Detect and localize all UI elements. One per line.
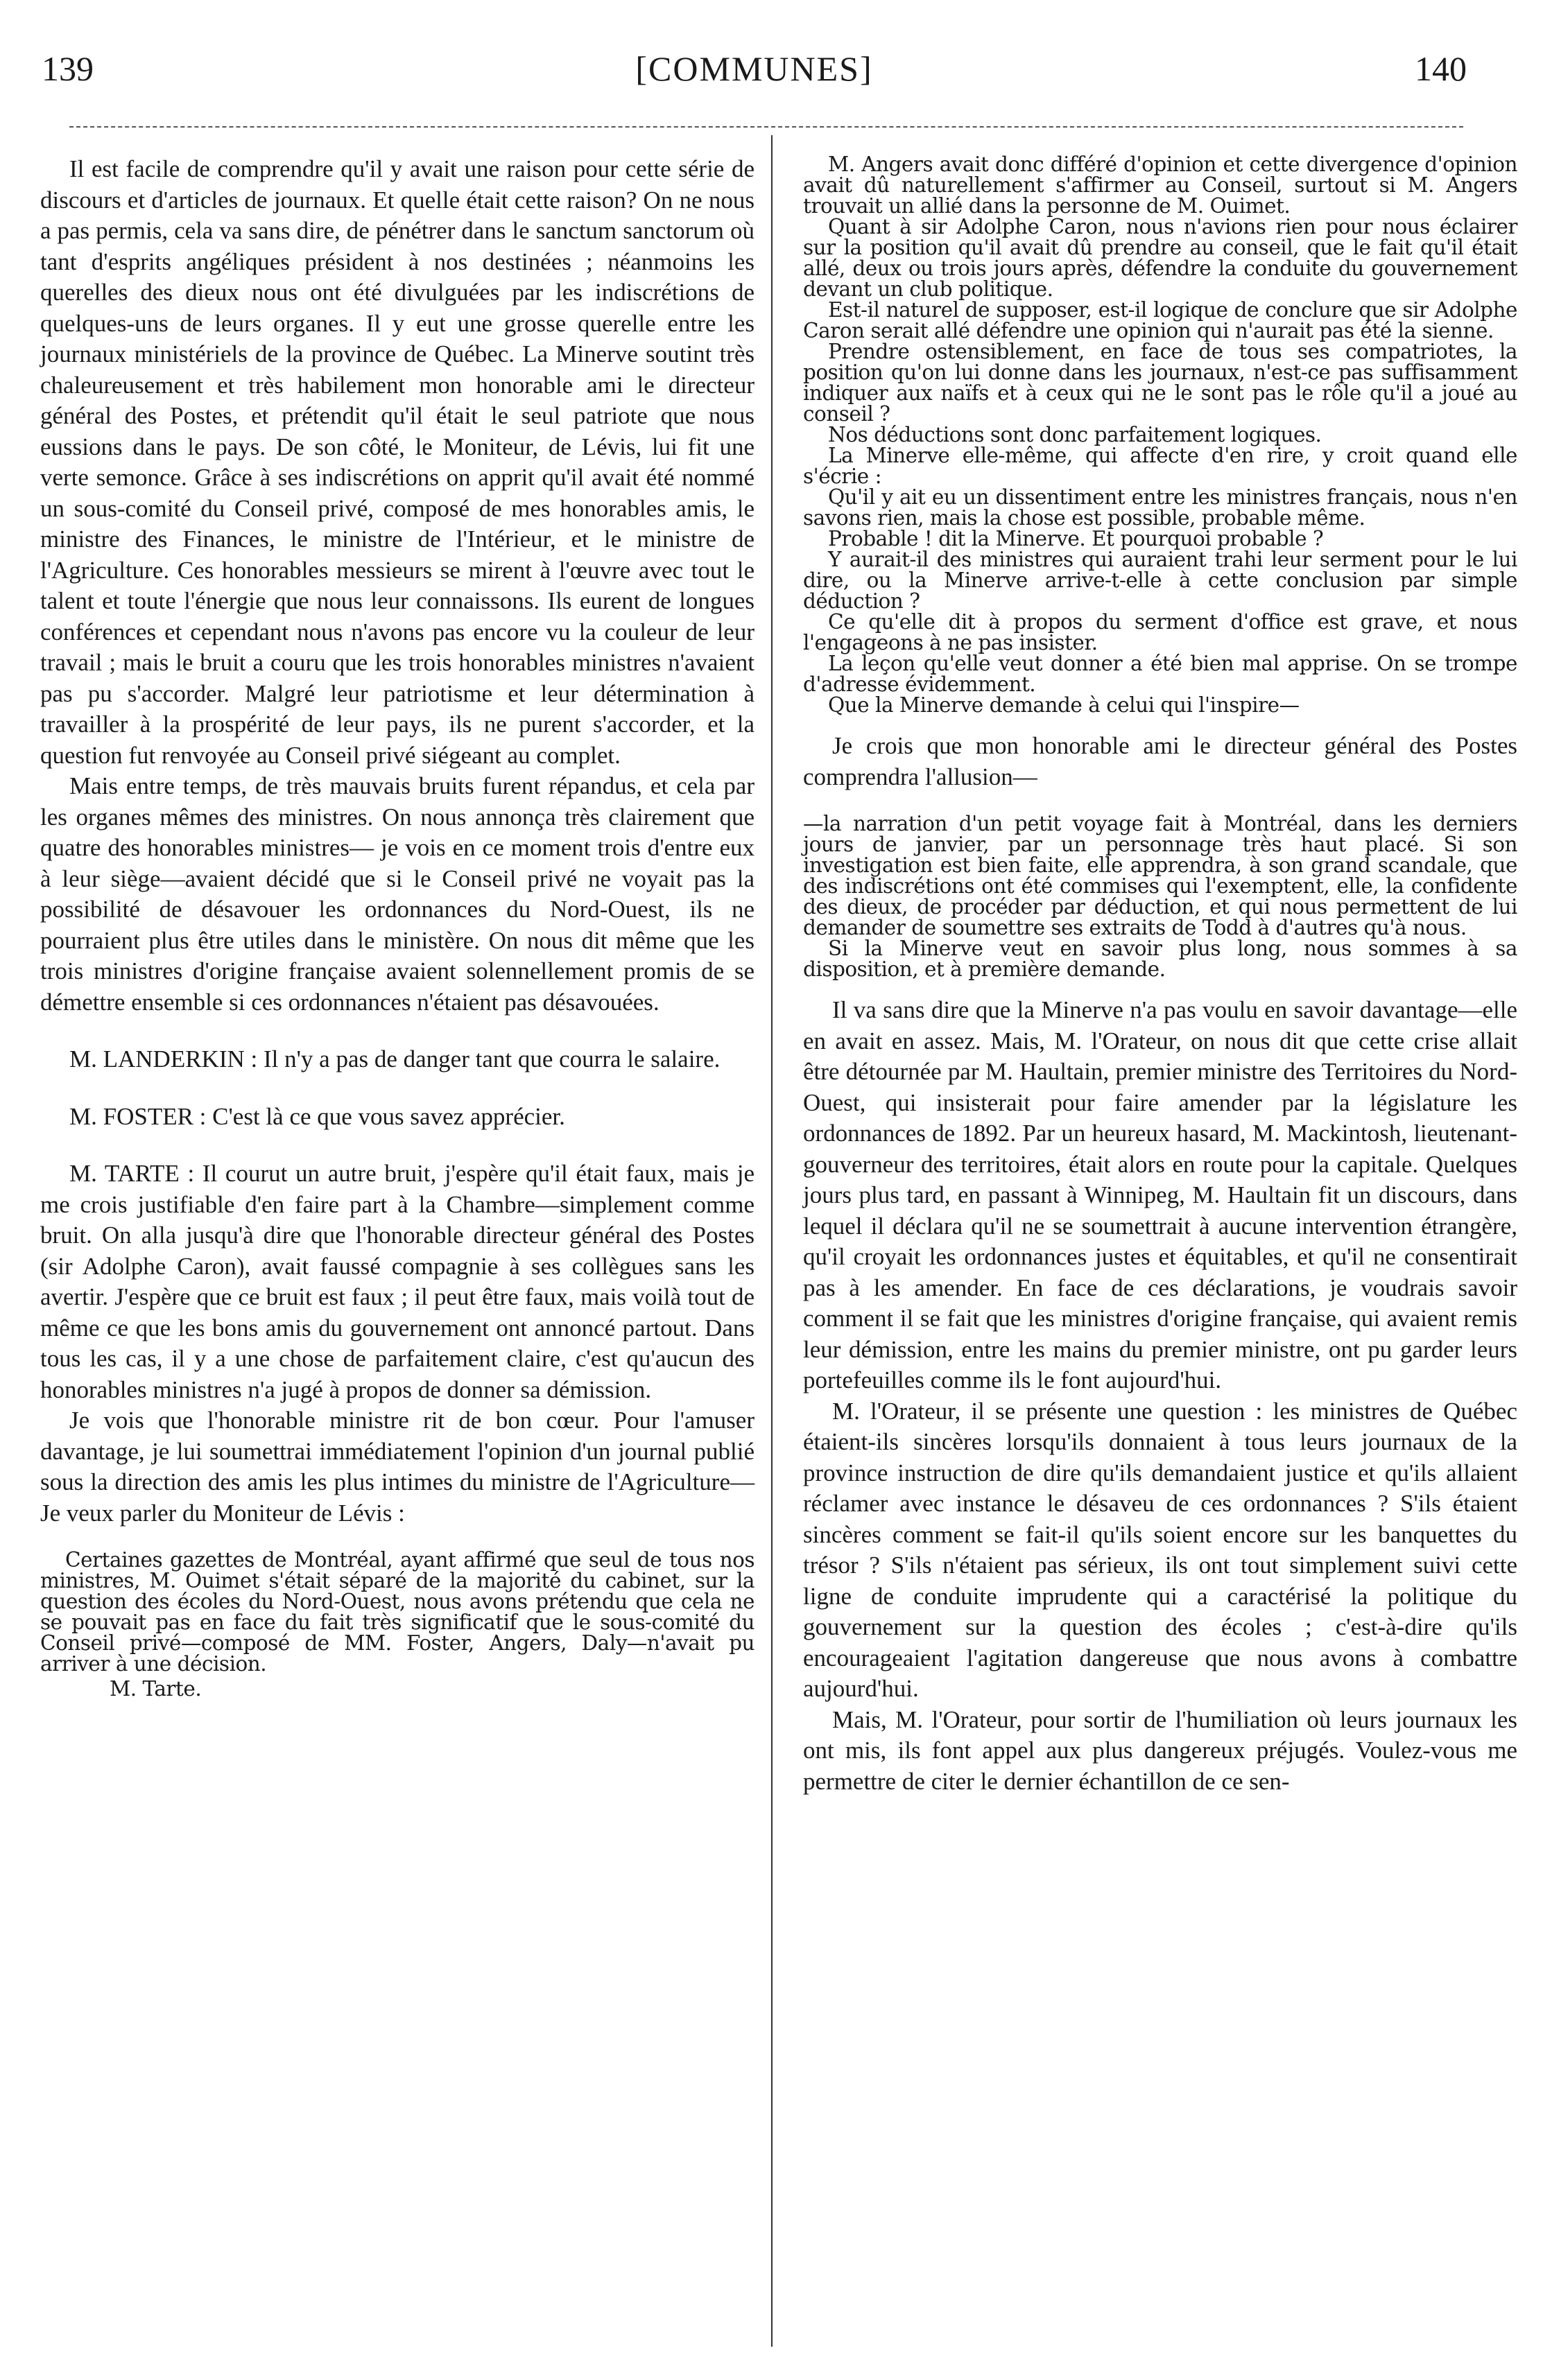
page-header (42, 49, 1467, 104)
quote-paragraph: Prendre ostensiblement, en face de tous ses compatriotes, la position qu'on lui donne dans les journaux, n'est-ce pas suffisamment indiquer aux naïfs et à ceux qui ne le sont pas le rôle qu'il a joué au conseil ? (803, 340, 1517, 426)
paragraph: Je crois que mon honorable ami le directeur général des Postes comprendra l'allusion— (803, 732, 1517, 790)
quote-paragraph: Que la Minerve demande à celui qui l'inspire— (828, 693, 1300, 717)
right-column (803, 154, 1517, 1797)
speech-block (803, 731, 1517, 792)
signature: M. Tarte. (110, 1677, 202, 1701)
quote-paragraph: Probable ! dit la Minerve. Et pourquoi probable ? (828, 527, 1324, 550)
quote-paragraph: Nos déductions sont donc parfaitement logiques. (828, 423, 1322, 446)
quote-paragraph: La leçon qu'elle veut donner a été bien mal apprise. On se trompe d'adresse évidemment. (803, 652, 1517, 696)
quote-paragraph: Y aurait-il des ministres qui auraient trahi leur serment pour le lui dire, ou la Minerve arrive-t-elle à cette conclusion par simple déduction ? (803, 548, 1517, 613)
header-rule (69, 126, 1463, 128)
speaker-paragraph-tarte: M. TARTE : Il courut un autre bruit, j'espère qu'il était faux, mais je me crois justifiable d'en faire part à la Chambre—simplement comme bruit. On alla jusqu'à dire que l'honorable directeur général des Postes (sir Adolphe Caron), avait faussé compagnie à ses collègues sans les avertir. J'espère que ce bruit est faux ; il peut être faux, mais voilà tout de même ce que les bons amis du gouvernement ont annoncé partout. Dans tous les cas, il y a une chose de parfaitement claire, c'est qu'aucun des honorables ministres n'a jugé à propos de donner sa démission. (40, 1160, 755, 1403)
quote-paragraph: Qu'il y ait eu un dissentiment entre les ministres français, nous n'en savons rien, mais la chose est possible, probable même. (803, 485, 1517, 530)
speaker-paragraph-landerkin: M. LANDERKIN : Il n'y a pas de danger tant que courra le salaire. (69, 1045, 721, 1072)
quote-paragraph: Est-il naturel de supposer, est-il logique de conclure que sir Adolphe Caron serait allé défendre une opinion qui n'aurait pas été la sienne. (803, 298, 1517, 342)
page-number-right: 140 (1415, 49, 1467, 88)
quote-paragraph: Ce qu'elle dit à propos du serment d'office est grave, et nous l'engageons à ne pas insister. (803, 610, 1517, 654)
quoted-extract (40, 1549, 755, 1699)
left-speech-block (40, 154, 755, 1529)
quote-paragraph: M. Angers avait donc différé d'opinion et cette divergence d'opinion avait dû naturellement s'affirmer au Conseil, surtout si M. Angers trouvait un allié dans la personne de M. Ouimet. (803, 153, 1517, 218)
quote-paragraph: Si la Minerve veut en savoir plus long, nous sommes à sa disposition, et à première demande. (803, 937, 1517, 981)
page-number-left: 139 (42, 49, 94, 88)
quote-paragraph: Certaines gazettes de Montréal, ayant affirmé que seul de tous nos ministres, M. Ouimet s'était séparé de la majorité du cabinet, sur la question des écoles du Nord-Ouest, nous avons prétendu que cela ne se pouvait pas en face du fait très significatif que le sous-comité du Conseil privé—composé de MM. Foster, Angers, Daly—n'avait pu arriver à une décision. (40, 1548, 755, 1676)
paragraph: Je vois que l'honorable ministre rit de bon cœur. Pour l'amuser davantage, je lui soumettrai immédiatement l'opinion d'un journal publié sous la direction des amis les plus intimes du ministre de l'Agriculture—Je veux parler du Moniteur de Lévis : (40, 1407, 755, 1527)
section-title: [COMMUNES] (635, 49, 873, 88)
quote-paragraph: Quant à sir Adolphe Caron, nous n'avions rien pour nous éclairer sur la position qu'il avait dû prendre au conseil, que le fait qu'il était allé, deux ou trois jours après, défendre la conduite du gouvernement devant un club politique. (803, 215, 1517, 301)
speaker-paragraph-foster: M. FOSTER : C'est là ce que vous savez apprécier. (69, 1102, 565, 1130)
paragraph: Mais, M. l'Orateur, pour sortir de l'humiliation où leurs journaux les ont mis, ils font appel aux plus dangereux préjugés. Voulez-vous me permettre de citer le dernier échantillon de ce sen- (803, 1705, 1517, 1795)
paragraph: Il est facile de comprendre qu'il y avait une raison pour cette série de discours et d'articles de journaux. Et quelle était cette raison? On ne nous a pas permis, cela va sans dire, de pénétrer dans le sanctum sanctorum où tant d'esprits angéliques président à nos destinées ; néanmoins les querelles des dieux nous ont été divulguées par les indiscrétions de quelques-uns de leurs organes. Il y eut une grosse querelle entre les journaux ministériels de la province de Québec. La Minerve soutint très chaleureusement et très habilement mon honorable ami le directeur général des Postes, et prétendit qu'il était le seul patriote que nous eussions dans le pays. De son côté, le Moniteur, de Lévis, lui fit une verte semonce. Grâce à ses indiscrétions on apprit qu'il avait été nommé un sous-comité du Conseil privé, composé de mes honorables amis, le ministre des Finances, le ministre de l'Intérieur, et le ministre de l'Agriculture. Ces honorables messieurs se mirent à l'œuvre avec tout le talent et toute l'énergie que nous leur connaissons. Ils eurent de longues conférences et cependant nous n'avons pas encore vu la couleur de leur travail ; mais le bruit a couru que les trois honorables ministres n'avaient pas pu s'accorder. Malgré leur patriotisme et leur détermination à travailler à la prospérité de leur pays, ils ne purent s'accorder, et la question fut renvoyée au Conseil privé siégeant au complet. (40, 155, 755, 769)
quote-paragraph: —la narration d'un petit voyage fait à Montréal, dans les derniers jours de janvier, par un personnage très haut placé. Si son investigation est bien faite, elle apprendra, à son grand scandale, que des indiscrétions ont été commises qui l'exemptent, elle, la confidente des dieux, de procéder par déduction, et qui nous permettent de lui demander de soumettre ses extraits de Todd à d'autres qu'à nous. (803, 812, 1517, 939)
quoted-extract (803, 154, 1517, 715)
speech-block (803, 995, 1517, 1797)
column-divider (771, 135, 773, 2347)
quoted-extract (803, 813, 1517, 980)
paragraph: Il va sans dire que la Minerve n'a pas voulu en savoir davantage—elle en avait en assez. Mais, M. l'Orateur, on nous dit que cette crise allait être détournée par M. Haultain, premier ministre des Territoires du Nord-Ouest, qui insisterait pour faire amender par la législature les ordonnances de 1892. Par un heureux hasard, M. Mackintosh, lieutenant-gouverneur des territoires, était alors en route pour la capitale. Quelques jours plus tard, en passant à Winnipeg, M. Haultain fit un discours, dans lequel il déclara qu'il ne se soumettrait à aucune intervention étrangère, qu'il croyait les ordonnances justes et équitables, et qu'il ne consentirait pas à les amender. En face de ces déclarations, je voudrais savoir comment il se fait que les ministres d'origine française, qui avaient remis leur démission, entre les mains du premier ministre, ont pu garder leurs portefeuilles comme ils le font aujourd'hui. (803, 996, 1517, 1393)
paragraph: Mais entre temps, de très mauvais bruits furent répandus, et cela par les organes mêmes des ministres. On nous annonça très clairement que quatre des honorables ministres— je vois en ce moment trois d'entre eux à leur siège—avaient décidé que si le Conseil privé ne voyait pas la possibilité de désavouer les ordonnances du Nord-Ouest, ils ne pourraient plus être utiles dans le ministère. On nous dit même que les trois ministres d'origine française avaient solennellement promis de se démettre ensemble si ces ordonnances n'étaient pas désavouées. (40, 772, 755, 1016)
left-column (40, 154, 755, 1699)
quote-paragraph: La Minerve elle-même, qui affecte d'en rire, y croit quand elle s'écrie : (803, 444, 1517, 488)
paragraph: M. l'Orateur, il se présente une question : les ministres de Québec étaient-ils sincères lorsqu'ils donnaient à tous leurs journaux de la province instruction de dire qu'ils demandaient justice et qu'ils allaient réclamer avec instance le désaveu de ces ordonnances ? S'ils étaient sincères comment se fait-il qu'ils soient encore sur les banquettes du trésor ? S'ils n'étaient pas sérieux, ils ont tout simplement suivi cette ligne de conduite imprudente qui a caractérisé la politique du gouvernement sur la question des écoles ; c'est-à-dire qu'ils encourageaient l'agitation dangereuse que nous avons à combattre aujourd'hui. (803, 1397, 1517, 1702)
